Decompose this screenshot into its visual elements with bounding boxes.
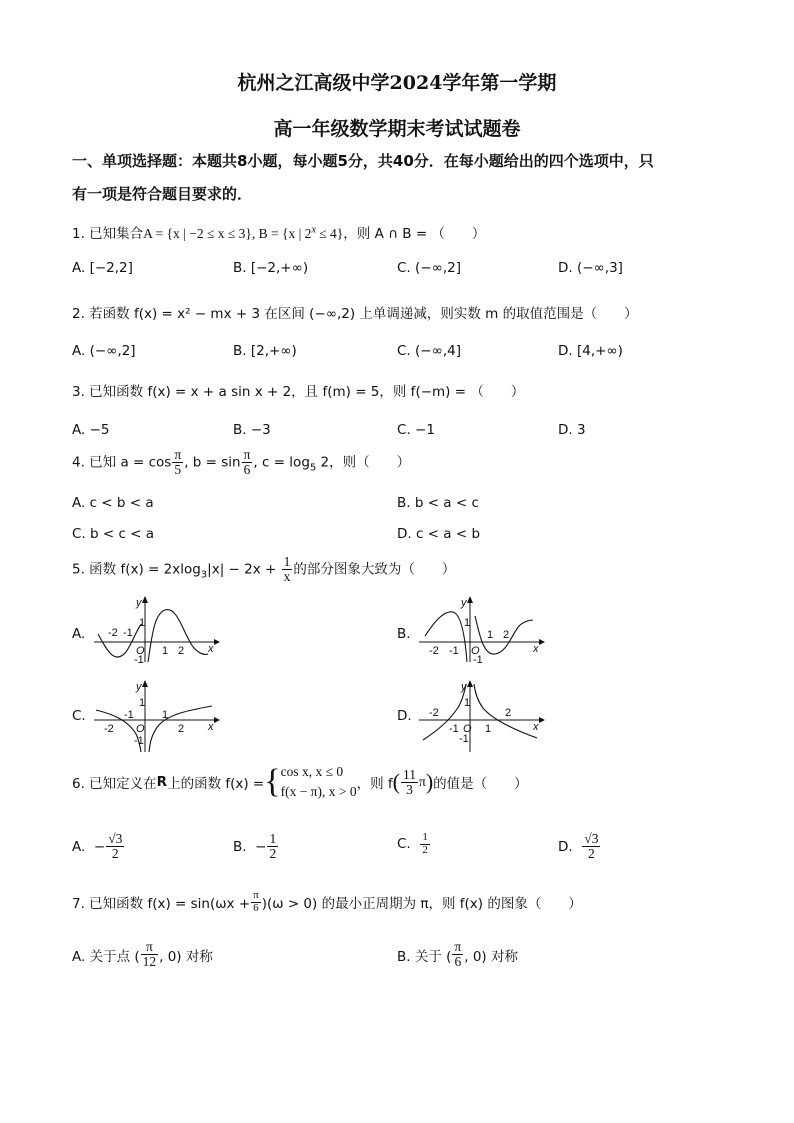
q2-option-b[interactable]: B. [2,+∞)	[233, 343, 297, 359]
q4-frac-a: $\frac{\pi}{5}$	[174, 447, 182, 478]
question-2: 2. 若函数 f(x) = x² − mx + 3 在区间 (−∞,2) 上单调递减，则实数 m 的取值范围是（ ）	[72, 306, 638, 322]
tick-1: 1	[485, 723, 492, 735]
tick-neg1: -1	[123, 627, 133, 639]
y-axis-arrow	[467, 680, 473, 687]
tick-yneg1: -1	[134, 735, 144, 747]
q7-option-b[interactable]	[397, 940, 518, 969]
option-frac: $\frac{\pi}{12}$	[142, 939, 157, 970]
q2-option-d[interactable]: D. [4,+∞)	[558, 343, 623, 359]
q5-frac: $\frac{1}{x}$	[283, 554, 291, 585]
y-label: y	[461, 681, 467, 693]
q2-option-a[interactable]: A. (−∞,2]	[72, 343, 136, 359]
q6-real-set: R	[156, 774, 168, 791]
tick-neg2: -2	[108, 627, 118, 639]
tick-yneg1: -1	[459, 733, 469, 745]
q5-suffix: 的部分图象大致为（ ）	[293, 561, 456, 578]
q7-option-a[interactable]	[72, 940, 213, 969]
y-axis-arrow	[142, 680, 148, 687]
q4-log-base: 5	[309, 462, 317, 474]
y-axis-arrow	[142, 596, 148, 603]
x-axis-arrow	[214, 639, 220, 645]
option-sign: −	[93, 838, 106, 855]
tick-neg2: -2	[429, 707, 439, 719]
option-text: B. 关于 (	[397, 948, 452, 965]
q7-prefix: 7. 已知函数 f(x) = sin(ωx +	[72, 896, 251, 913]
x-axis-arrow	[214, 717, 220, 723]
q6-option-a[interactable]	[72, 832, 125, 861]
tick-neg1: -1	[449, 723, 459, 735]
q7-frac: $\frac{\pi}{6}$	[253, 889, 259, 914]
option-text-tail: , 0) 对称	[159, 948, 213, 965]
q3-option-a[interactable]: A. −5	[72, 422, 110, 438]
q5-graph-d[interactable]	[415, 680, 545, 752]
q4-option-d[interactable]: D. c < a < b	[397, 526, 481, 542]
tick-2: 2	[503, 629, 510, 641]
q6-piecewise	[281, 762, 357, 803]
q1-prefix: 1. 已知集合	[72, 226, 144, 242]
tick-neg1: -1	[449, 645, 459, 657]
q3-option-c[interactable]: C. −1	[397, 422, 435, 438]
option-text: A. 关于点 (	[72, 948, 140, 965]
q6-case1: cos x, x ≤ 0	[280, 764, 344, 779]
tick-neg2: -2	[429, 645, 439, 657]
question-1	[72, 222, 485, 242]
q5-prefix: 5. 函数 f(x) = 2xlog	[72, 561, 201, 578]
q6-lparen: (	[392, 769, 400, 795]
tick-neg2: -2	[104, 723, 114, 735]
option-label: B.	[233, 838, 247, 855]
q6-option-b[interactable]	[233, 832, 279, 861]
option-frac: $\frac{1}{2}$	[269, 831, 277, 862]
q1-suffix: ，则 A ∩ B = （ ）	[343, 226, 486, 242]
q4-option-c[interactable]: C. b < c < a	[72, 526, 155, 542]
q1-option-a[interactable]: A. [−2,2]	[72, 260, 133, 276]
q6-option-c[interactable]	[397, 832, 431, 856]
option-label: C.	[397, 836, 411, 853]
question-3: 3. 已知函数 f(x) = x + a sin x + 2，且 f(m) = 5，则 f(−m) = （ ）	[72, 384, 525, 400]
q5-option-b-label[interactable]: B.	[397, 626, 411, 642]
tick-2: 2	[178, 723, 185, 735]
exam-title: 杭州之江高级中学2024学年第一学期	[237, 72, 557, 94]
origin-label: O	[136, 645, 145, 657]
origin-label: O	[136, 723, 145, 735]
q1-option-d[interactable]: D. (−∞,3]	[558, 260, 623, 276]
tick-yneg1: -1	[473, 654, 483, 666]
q5-option-c-label[interactable]: C.	[72, 708, 86, 724]
q6-frac: $\frac{11}{3}$	[402, 766, 416, 797]
question-6	[72, 762, 528, 803]
question-5	[72, 555, 455, 584]
section-heading-line2: 有一项是符合题目要求的．	[72, 185, 253, 203]
option-frac: $\frac{1}{2}$	[422, 831, 428, 856]
q7-suffix: )(ω > 0) 的最小正周期为 π，则 f(x) 的图象（ ）	[261, 896, 582, 913]
q6-mid: 上的函数 f(x) =	[167, 776, 265, 793]
option-frac: $\frac{√3}{2}$	[108, 831, 123, 862]
q6-suffix: 的值是（ ）	[433, 776, 528, 793]
question-4	[72, 448, 410, 477]
q5-graph-b[interactable]	[415, 596, 545, 666]
option-sign: −	[255, 838, 267, 855]
tick-y1: 1	[139, 617, 146, 629]
q4-prefix: 4. 已知 a = cos	[72, 454, 172, 471]
section-heading-line1: 一、单项选择题：本题共8小题，每小题5分，共40分．在每小题给出的四个选项中，只	[72, 152, 654, 170]
y-label: y	[136, 681, 142, 693]
tick-1: 1	[162, 709, 169, 721]
q6-prefix: 6. 已知定义在	[72, 776, 157, 793]
tick-y1: 1	[464, 617, 471, 629]
q3-option-b[interactable]: B. −3	[233, 422, 271, 438]
q4-tail: 2，则（ ）	[316, 454, 411, 471]
q1-sets-tail: ≤ 4}	[315, 226, 344, 241]
q6-pi: π	[418, 774, 426, 790]
q4-option-a[interactable]: A. c < b < a	[72, 495, 154, 511]
q5-graph-c[interactable]	[90, 680, 220, 752]
tick-2: 2	[505, 707, 512, 719]
x-label: x	[533, 643, 539, 655]
q5-mid: |x| − 2x +	[207, 561, 281, 578]
origin-label: O	[471, 645, 480, 657]
y-axis-arrow	[467, 596, 473, 603]
q5-option-d-label[interactable]: D.	[397, 708, 412, 724]
option-frac: $\frac{\pi}{6}$	[454, 939, 462, 970]
tick-neg1: -1	[124, 709, 134, 721]
q4-mid1: , b = sin	[184, 454, 241, 471]
x-axis-arrow	[539, 639, 545, 645]
q5-option-a-label[interactable]: A.	[72, 626, 86, 642]
q3-option-d[interactable]: D. 3	[558, 422, 586, 438]
option-text-tail: , 0) 对称	[464, 948, 518, 965]
q6-rparen: )	[425, 769, 434, 795]
q2-option-c[interactable]: C. (−∞,4]	[397, 343, 461, 359]
y-label: y	[461, 597, 467, 609]
y-label: y	[136, 597, 142, 609]
x-label: x	[533, 721, 539, 733]
q4-mid2: , c = log	[253, 454, 310, 471]
q4-option-b[interactable]: B. b < a < c	[397, 495, 479, 511]
q5-log-base: 3	[200, 569, 208, 581]
option-frac: $\frac{√3}{2}$	[584, 831, 599, 862]
exam-subtitle: 高一年级数学期末考试试题卷	[273, 118, 521, 140]
tick-y1: 1	[139, 697, 146, 709]
option-label: D.	[558, 838, 573, 855]
tick-2: 2	[178, 645, 185, 657]
origin-label: O	[463, 723, 472, 735]
q6-case2: f(x − π), x > 0	[280, 784, 357, 800]
q6-after: ，则 f	[356, 776, 393, 793]
q1-exponent: x	[311, 224, 316, 236]
q1-option-c[interactable]: C. (−∞,2]	[397, 260, 461, 276]
x-label: x	[208, 643, 214, 655]
x-label: x	[208, 721, 214, 733]
q5-graph-a[interactable]	[90, 596, 220, 666]
option-label: A.	[72, 838, 86, 855]
x-axis-arrow	[539, 717, 545, 723]
q1-sets: A = {x | −2 ≤ x ≤ 3}, B = {x | 2	[143, 226, 312, 241]
tick-yneg1: -1	[134, 654, 144, 666]
tick-1: 1	[162, 645, 169, 657]
tick-1: 1	[487, 629, 494, 641]
q1-option-b[interactable]: B. [−2,+∞)	[233, 260, 309, 276]
tick-y1: 1	[464, 697, 471, 709]
q4-frac-b: $\frac{\pi}{6}$	[243, 447, 251, 478]
q6-option-d[interactable]	[558, 832, 601, 861]
question-7	[72, 890, 582, 914]
q6-brace: {	[264, 763, 281, 801]
